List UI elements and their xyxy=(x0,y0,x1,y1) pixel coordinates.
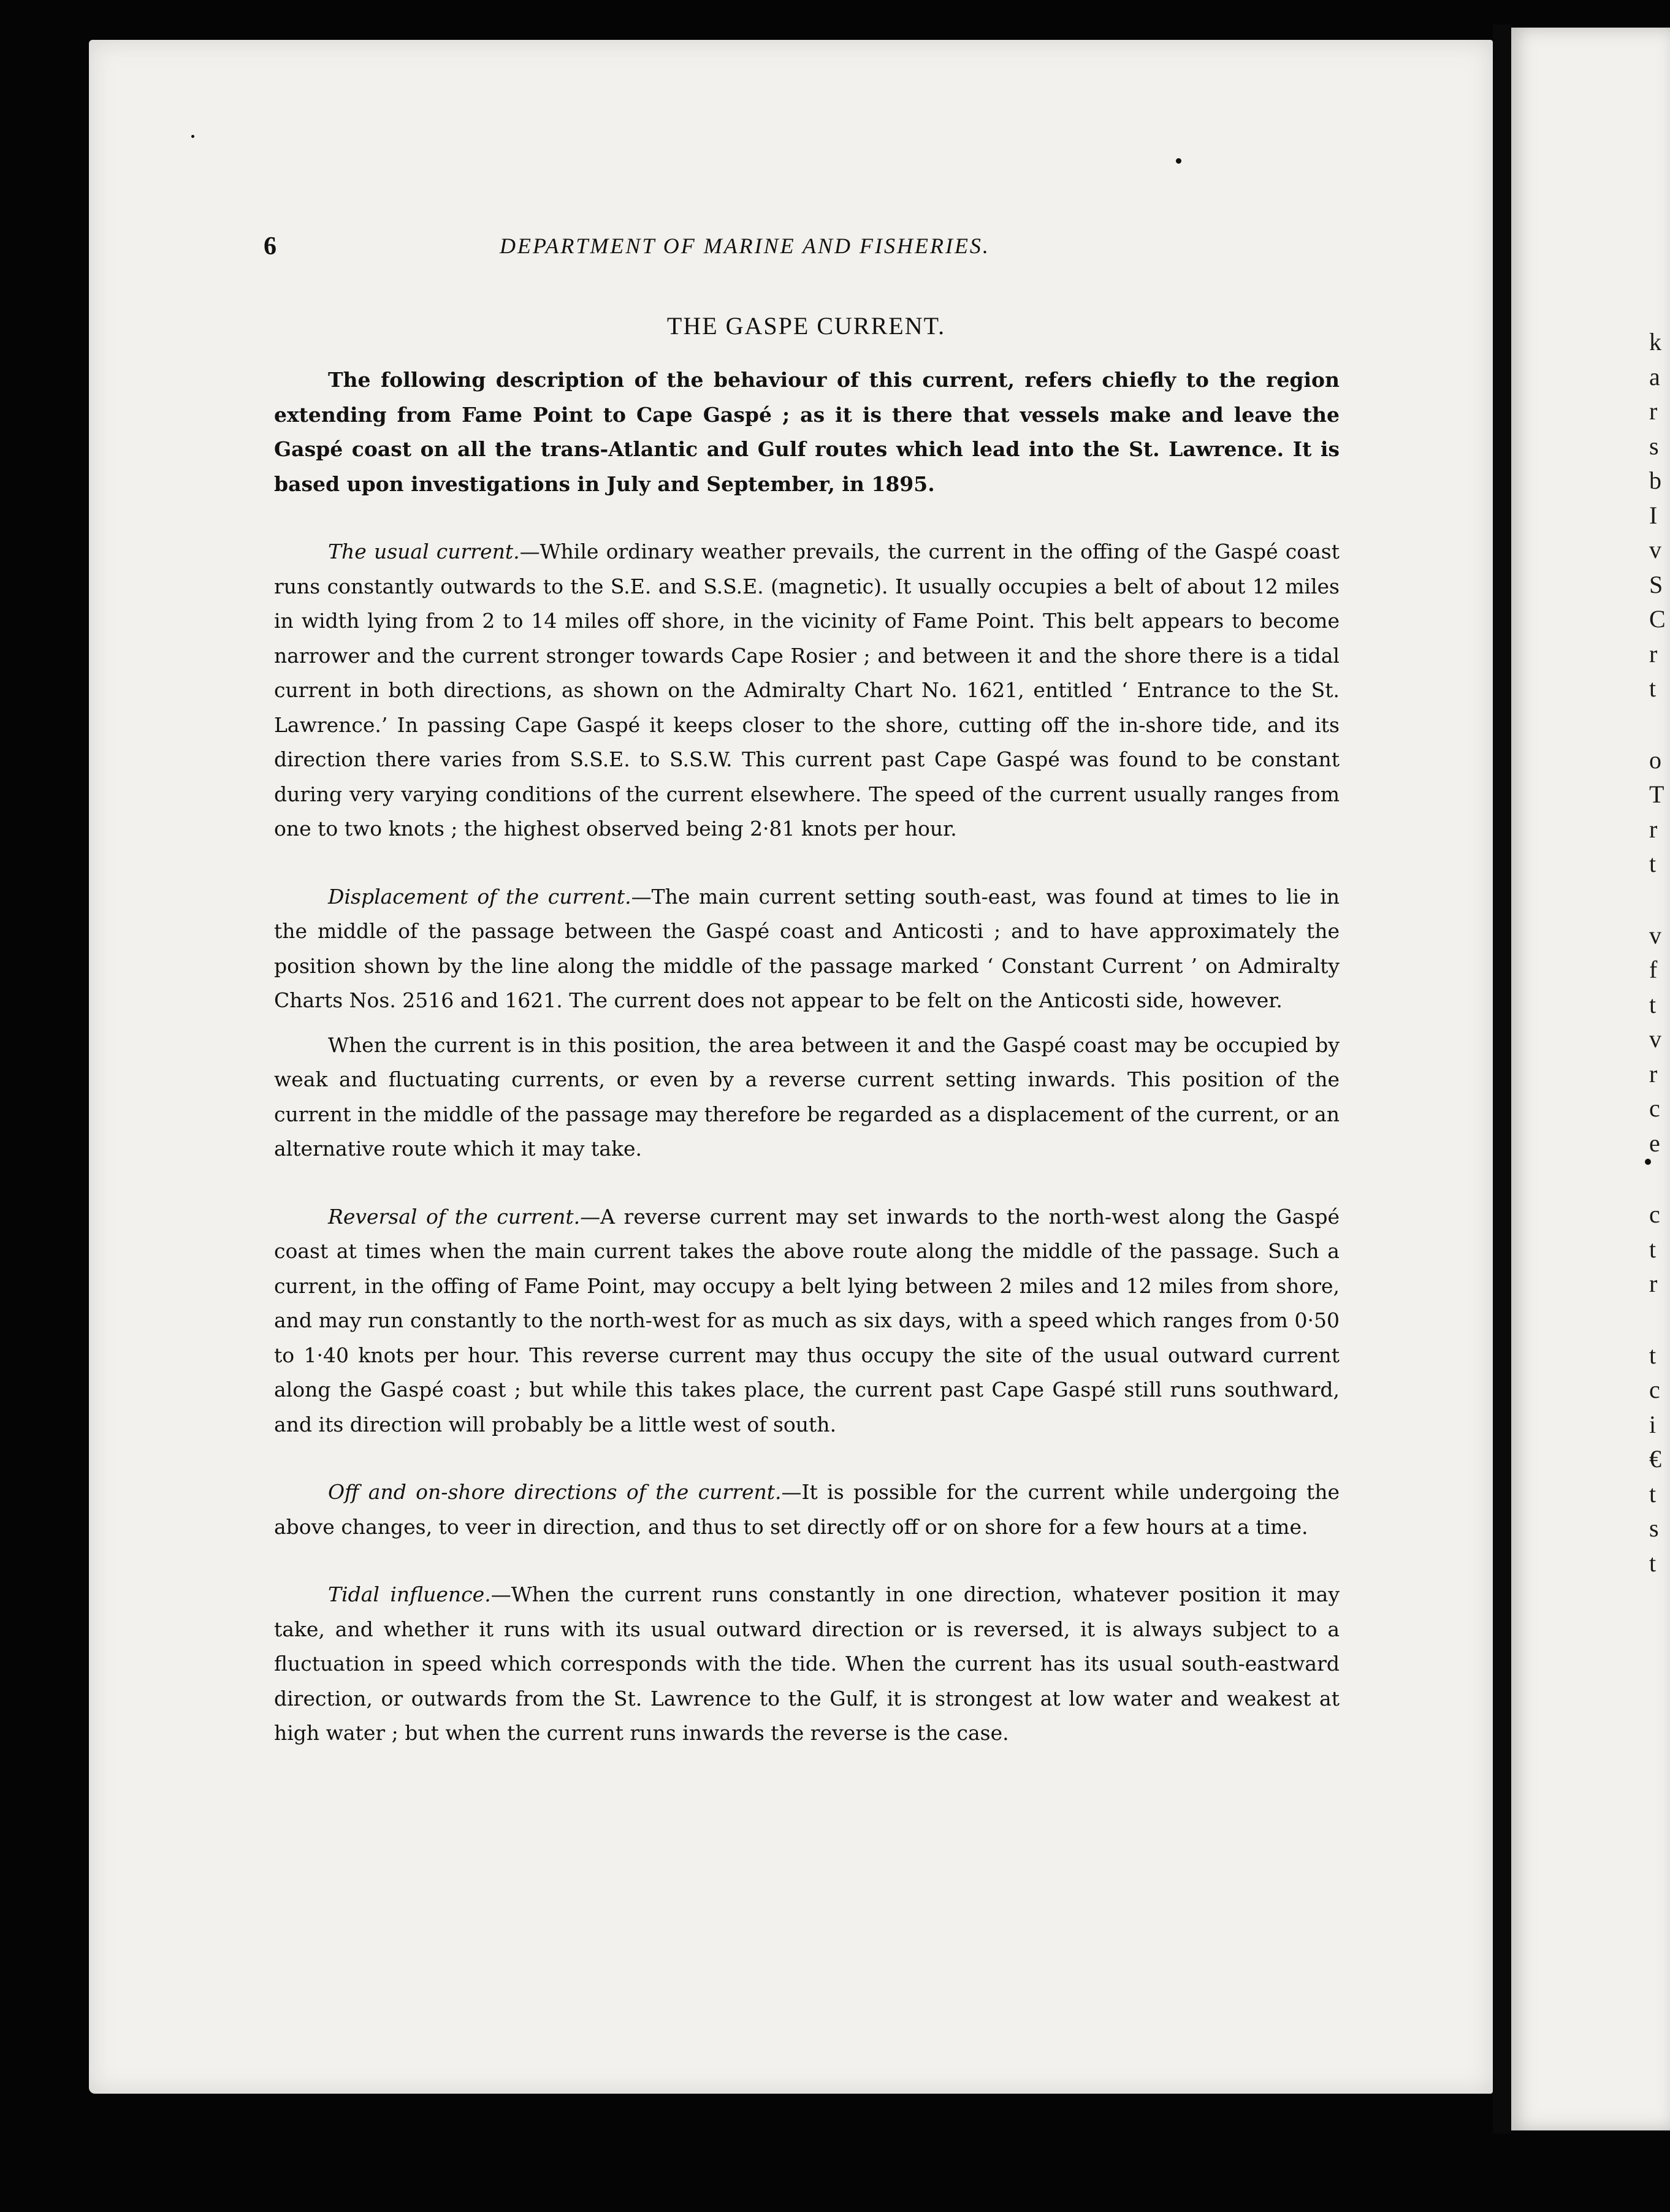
edge-letter: t xyxy=(1649,674,1657,702)
paragraph-text: —The main current setting south-east, was found at times to lie in the middle of the passage between the Gaspé coast and Anticosti ; and to have approximately the position shown by the line along the middle of the passage marked ‘ Constant Current ’ on Admiralty Charts Nos. 2516 and 1621. The current does not appear to be felt on the Anticosti side, however. xyxy=(274,884,1340,1012)
edge-letter: e xyxy=(1649,1129,1660,1157)
page-number: 6 xyxy=(264,232,276,261)
speck-mark xyxy=(191,135,194,138)
edge-letter: s xyxy=(1649,1514,1659,1542)
paragraph-reversal xyxy=(274,1200,1340,1443)
edge-letter: s xyxy=(1649,432,1659,460)
speck-mark xyxy=(1176,158,1181,164)
edge-letter: I xyxy=(1649,501,1658,529)
paragraph-lead: Displacement of the current. xyxy=(328,884,631,909)
edge-letter: t xyxy=(1649,1479,1657,1508)
edge-letter: r xyxy=(1649,397,1658,425)
paragraph-off-on-shore xyxy=(274,1475,1340,1544)
paragraph-displacement-continued xyxy=(274,1028,1340,1167)
edge-letter: v xyxy=(1649,1025,1661,1053)
edge-letter: r xyxy=(1649,1059,1658,1088)
edge-letter: v xyxy=(1649,921,1661,949)
paragraph-lead: Off and on-shore directions of the current. xyxy=(328,1480,782,1504)
edge-letter: k xyxy=(1649,328,1661,356)
right-page-edge xyxy=(1511,28,1670,2130)
paragraph-introduction xyxy=(274,363,1340,502)
edge-letter: T xyxy=(1649,780,1664,808)
article-title: THE GASPE CURRENT. xyxy=(666,312,946,340)
paragraph-text: —While ordinary weather prevails, the current in the offing of the Gaspé coast runs constantly outwards to the S.E. and S.S.E. (magnetic). It usually occupies a belt of about 12 miles in width lying from 2 to 14 miles off shore, in the vicinity of Fame Point. This belt appears to become narrower and the current stronger towards Cape Rosier ; and between it and the shore there is a tidal current in both directions, as shown on the Admiralty Chart No. 1621, entitled ‘ Entrance to the St. Lawrence.’ In passing Cape Gaspé it keeps closer to the shore, cutting off the in-shore tide, and its direction there varies from S.S.E. to S.S.W. This current past Cape Gaspé was found to be constant during very varying conditions of the current elsewhere. The speed of the current usually ranges from one to two knots ; the highest observed being 2·81 knots per hour. xyxy=(274,540,1340,841)
speck-mark xyxy=(1645,1159,1651,1165)
paragraph-text: When the current is in this position, the area between it and the Gaspé coast may be occupied by weak and fluctuating currents, or even by a reverse current setting inwards. This position of the current in the middle of the passage may therefore be regarded as a displacement of the current, or an alternative route which it may take. xyxy=(274,1032,1340,1161)
edge-letter: r xyxy=(1649,815,1658,843)
edge-letter: c xyxy=(1649,1376,1660,1403)
edge-letter: r xyxy=(1649,639,1658,668)
paragraph-lead: Tidal influence. xyxy=(328,1582,491,1606)
edge-letter xyxy=(1649,706,1670,743)
edge-letter: € xyxy=(1649,1445,1661,1473)
paragraph-displacement xyxy=(274,880,1340,1018)
paragraph-lead: The usual current. xyxy=(328,540,520,563)
edge-letter: t xyxy=(1649,990,1657,1018)
edge-letter: t xyxy=(1649,1235,1657,1263)
edge-letter xyxy=(1649,1302,1670,1338)
article-body xyxy=(274,363,1340,1751)
paragraph-text: —A reverse current may set inwards to the north-west along the Gaspé coast at times when the main current takes the above route along the middle of the passage. Such a current, in the offing of Fame Point, may occupy a belt lying between 2 miles and 12 miles from shore, and may run constantly to the north-west for as much as six days, with a speed which ranges from 0·50 to 1·40 knots per hour. This reverse current may thus occupy the site of the usual outward current along the Gaspé coast ; but while this takes place, the current past Cape Gaspé still runs southward, and its direction will probably be a little west of south. xyxy=(274,1204,1340,1436)
edge-letter: b xyxy=(1649,467,1661,494)
edge-letter: a xyxy=(1649,362,1660,391)
page-gutter xyxy=(1493,25,1511,2134)
edge-letter: c xyxy=(1649,1094,1660,1122)
edge-letter: t xyxy=(1649,1341,1657,1369)
facing-page-edge-text xyxy=(1649,325,1670,1581)
paragraph-tidal-influence xyxy=(274,1577,1340,1751)
edge-letter: C xyxy=(1649,605,1666,633)
edge-letter: t xyxy=(1649,1549,1657,1577)
edge-letter: r xyxy=(1649,1270,1658,1297)
paragraph-text: The following description of the behaviour of this current, refers chiefly to the region extending from Fame Point to Cape Gaspé ; as it is there that vessels make and leave the Gaspé coast on all the trans-Atlantic and Gulf routes which lead into the St. Lawrence. It is based upon investigations in July and September, in 1895. xyxy=(274,368,1340,496)
edge-letter xyxy=(1649,1161,1670,1197)
paragraph-text: —When the current runs constantly in one direction, whatever position it may take, and whether it runs with its usual outward direction or is reversed, it is always subject to a fluctuation in speed which corresponds with the tide. When the current has its usual south-eastward direction, or outwards from the St. Lawrence to the Gulf, it is strongest at low water and weakest at high water ; but when the current runs inwards the reverse is the case. xyxy=(274,1582,1340,1745)
paragraph-usual-current xyxy=(274,535,1340,847)
edge-letter: i xyxy=(1649,1410,1657,1438)
edge-letter: t xyxy=(1649,850,1657,877)
department-heading: DEPARTMENT OF MARINE AND FISHERIES. xyxy=(500,234,990,258)
paragraph-lead: Reversal of the current. xyxy=(328,1204,581,1229)
running-head xyxy=(264,232,1355,269)
edge-letter: S xyxy=(1649,570,1663,598)
paragraph-text: —It is possible for the current while undergoing the above changes, to veer in direction, and thus to set directly off or on shore for a few hours at a time. xyxy=(274,1480,1340,1539)
edge-letter xyxy=(1649,882,1670,918)
edge-letter: v xyxy=(1649,536,1661,563)
edge-letter: c xyxy=(1649,1200,1660,1228)
edge-letter: o xyxy=(1649,746,1661,774)
edge-letter: f xyxy=(1649,956,1658,983)
